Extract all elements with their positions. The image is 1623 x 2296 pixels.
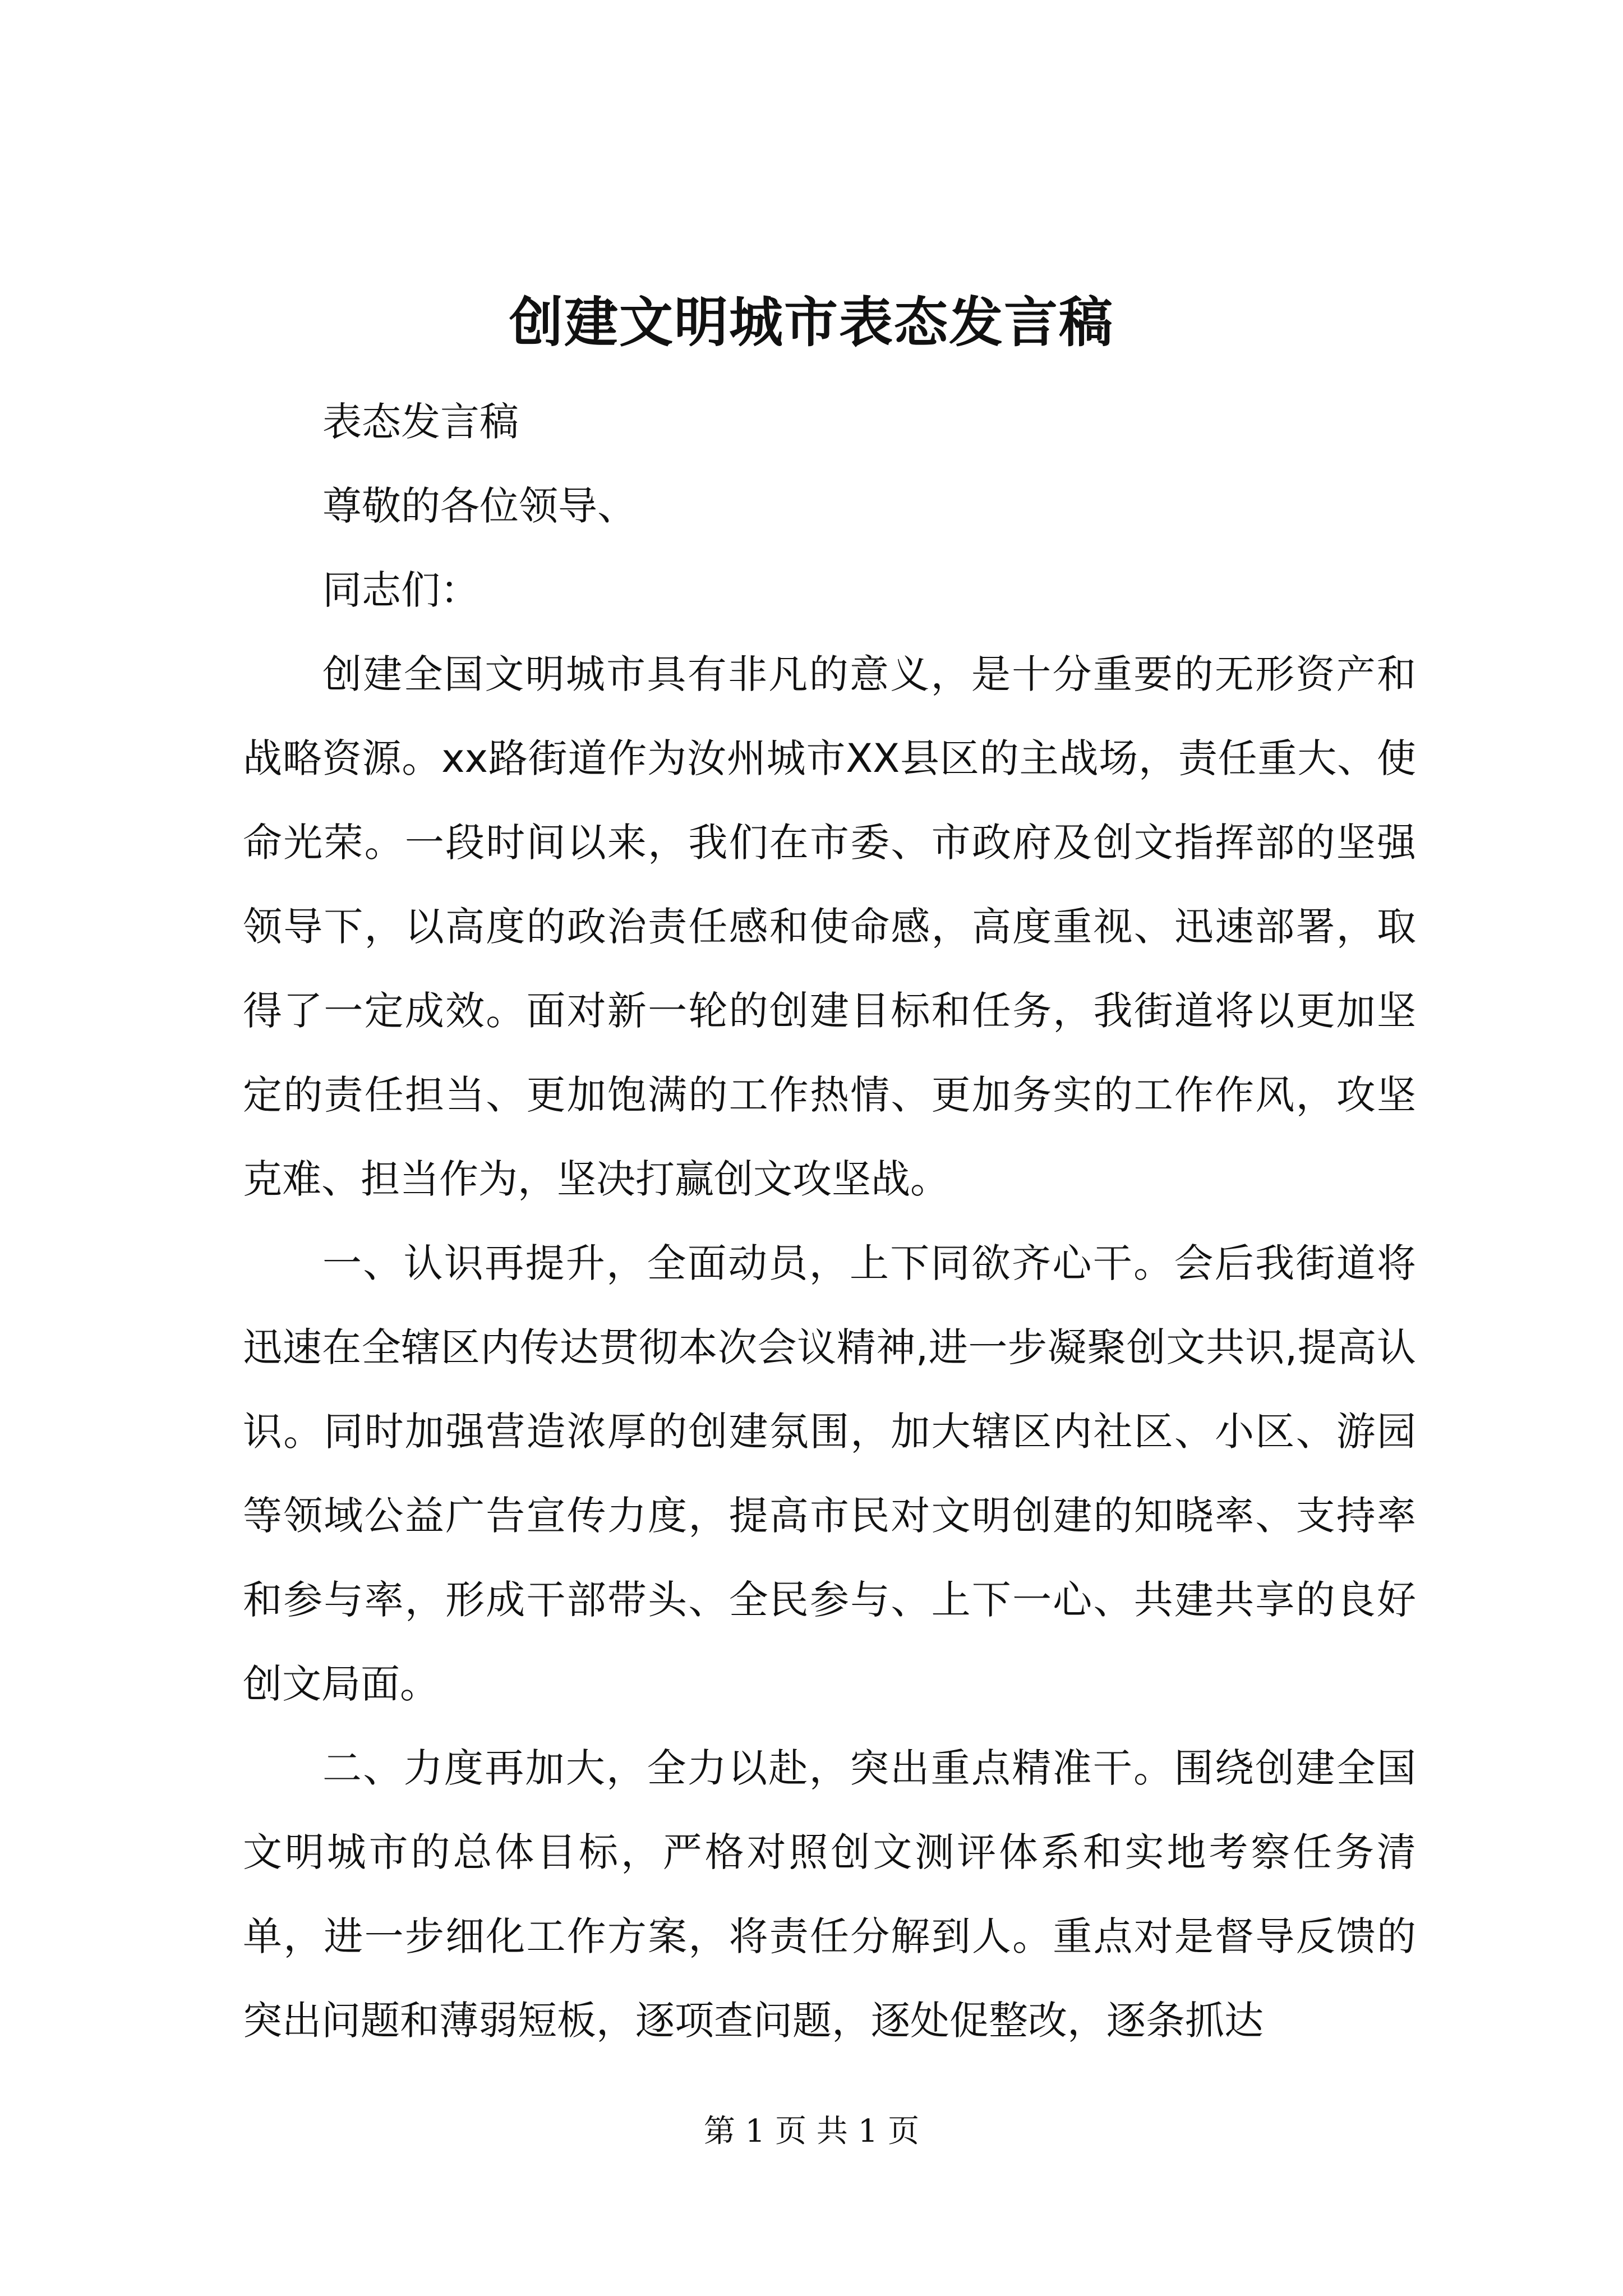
paragraph-section-1: 一、认识再提升，全面动员，上下同欲齐心干。会后我街道将迅速在全辖区内传达贯彻本次会议精神,进一步凝聚创文共识,提高认识。同时加强营造浓厚的创建氛围，加大辖区内社区、小区、游园等领域公益广告宣传力度，提高市民对文明创建的知晓率、支持率和参与率，形成干部带头、全民参与、上下一心、共建共享的良好创文局面。 bbox=[243, 1240, 1416, 1707]
document-body bbox=[243, 380, 1416, 2063]
salutation-line: 尊敬的各位领导、 bbox=[322, 483, 637, 529]
page-footer: 第 1 页 共 1 页 bbox=[703, 2113, 920, 2150]
subtitle-line: 表态发言稿 bbox=[322, 399, 519, 445]
paragraph-intro: 创建全国文明城市具有非凡的意义，是十分重要的无形资产和战略资源。xx路街道作为汝州城市XX县区的主战场，责任重大、使命光荣。一段时间以来，我们在市委、市政府及创文指挥部的坚强领导下，以高度的政治责任感和使命感，高度重视、迅速部署，取得了一定成效。面对新一轮的创建目标和任务，我街道将以更加坚定的责任担当、更加饱满的工作热情、更加务实的工作作风，攻坚克难、担当作为，坚决打赢创文攻坚战。 bbox=[243, 651, 1416, 1202]
salutation-line-2: 同志们： bbox=[322, 567, 479, 613]
document-title: 创建文明城市表态发言稿 bbox=[509, 291, 1114, 354]
paragraph-section-2: 二、力度再加大，全力以赴，突出重点精准干。围绕创建全国文明城市的总体目标，严格对照创文测评体系和实地考察任务清单，进一步细化工作方案，将责任分解到人。重点对是督导反馈的突出问题和薄弱短板，逐项查问题，逐处促整改，逐条抓达 bbox=[243, 1745, 1416, 2044]
